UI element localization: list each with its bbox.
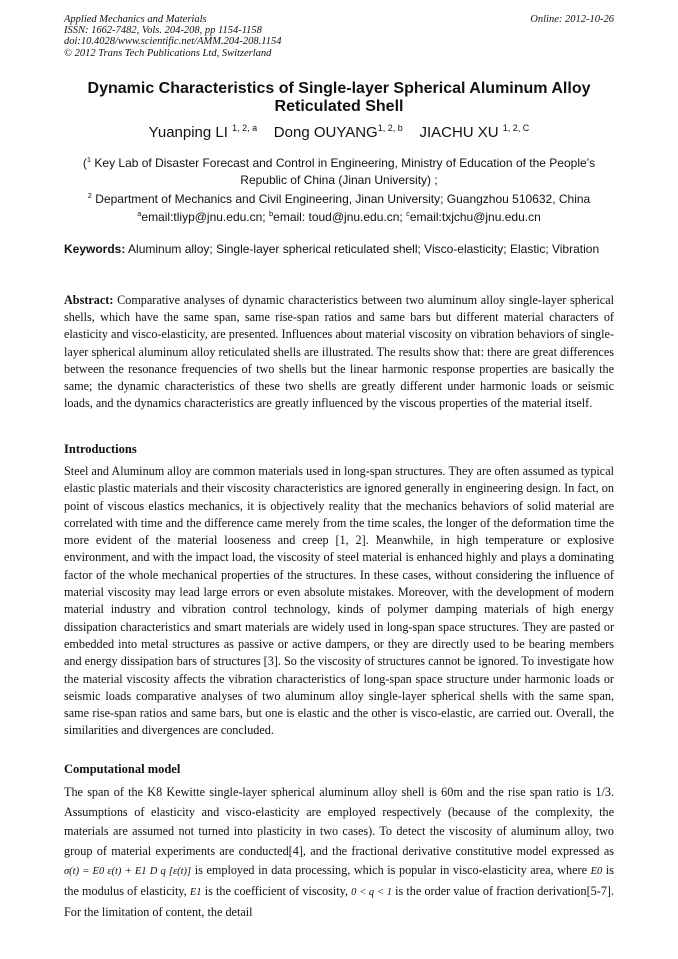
author-name: JIACHU XU: [419, 124, 499, 141]
order-range: 0 < q < 1: [351, 886, 392, 898]
computational-model-heading: Computational model: [64, 762, 181, 776]
paper-title: Dynamic Characteristics of Single-layer Spherical Aluminum Alloy Reticulated Shell: [87, 80, 591, 115]
journal-header: [64, 14, 281, 59]
email-line: $^a$email:tliyp@jnu.edu.cn; $^b$email: toud@jnu.edu.cn; $^c$email:txjchu@jnu.edu.cn: [137, 209, 541, 224]
symbol-e1: E1: [189, 886, 202, 898]
journal-name: Applied Mechanics and Materials: [64, 14, 207, 25]
email-c: email:txjchu@jnu.edu.cn: [409, 210, 541, 224]
symbol-e0: E0: [590, 866, 603, 878]
email-b: email: toud@jnu.edu.cn;: [273, 210, 403, 224]
doi: doi:10.4028/www.scientific.net/AMM.204-208.1154: [64, 36, 282, 48]
author-affiliation-mark: 1, 2, a: [232, 123, 258, 133]
email-a: email:tliyp@jnu.edu.cn;: [141, 210, 266, 224]
keywords-text: Aluminum alloy; Single-layer spherical reticulated shell; Visco-elasticity; Elastic; Vibration: [128, 242, 600, 256]
keywords: [64, 241, 614, 258]
author-name: Dong OUYANG: [273, 124, 378, 141]
affiliation-2: $^2$ Department of Mechanics and Civil Engineering, Jinan University; Guangzhou 510632, China: [87, 191, 591, 206]
computational-model-text: The span of the K8 Kewitte single-layer spherical aluminum alloy shell is 60m and the rise span ratio is 1/3. Assumptions of elasticity and visco-elasticity are employed respectively (because of the complexity, the materials are assumed not turned into plasticity in two cases). To detect the viscosity of aluminum alloy, two group of material experiments are conducted[4], and the fractional derivative constitutive model expressed as σ(t) = E0 ε(t) + E1 D q [ε(t)] is employed in data processing, which is popular in visco-elasticity area, where E0 is the modulus of elasticity, E1 is the coefficient of viscosity, 0 < q < 1 is the order value of fraction derivation[5-7]. For the limitation of content, the detail: [64, 785, 615, 919]
online-date: Online: 2012-10-26: [530, 14, 614, 25]
introductions-text: Steel and Aluminum alloy are common materials used in long-span structures. They are often assumed as typical elastic plastic materials and their viscosity characteristics are ignored generally in engineering design. In fact, on point of viscous elastics mechanics, it is objectively reality that the mechanics behaviors of solid material are correlated with time and the difference came merely from the time scales, the longer of the deformation time the more evident of the material looseness and creep [1, 2]. Meanwhile, in high temperature or explosive environment, and with the impact load, the viscosity of steel material is enhanced highly and plays a dominating factor of the whole mechanical properties of the structures. In these cases, without considering the influence of material viscosity may lead large errors or even absolute mistakes. Moreover, with the development of modern material industry and vibration control technology, kinds of polymer damping materials of high energy dissipation characteristics and smart materials are widely used in long-span space structures. They are pasted or embedded into metal structures as passive or active dampers, or they are directly used to be bearing members and energy dissipation bars of structures [3]. So the viscosity of structures cannot be ignored. To investigate how the material viscosity affects the vibration characteristics of long-span space structure under harmonic loads or seismic loads comparative analyses of two aluminum alloy single-layer spherical shells with the same span, same rise-span ratios and same bars, but one is elastic and the other is visco-elastic, are carried out. Overall, the similarities and divergences are concluded.: [64, 464, 614, 738]
author-list: [64, 123, 614, 141]
introductions-heading: Introductions: [64, 442, 137, 456]
issn: ISSN: 1662-7482, Vols. 204-208, pp 1154-1158: [64, 25, 262, 37]
abstract-label: Abstract:: [64, 293, 114, 307]
author-name: Yuanping LI: [148, 124, 228, 141]
constitutive-equation: σ(t) = E0 ε(t) + E1 D q [ε(t)]: [64, 866, 192, 878]
author-affiliation-mark: 1, 2, C: [502, 123, 530, 133]
author-affiliation-mark: 1, 2, b: [377, 123, 403, 133]
keywords-label: Keywords:: [64, 242, 126, 256]
affiliation-1: ($^1$ Key Lab of Disaster Forecast and Control in Engineering, Ministry of Education of the People’s Republic of China (Jinan University) ;: [82, 155, 596, 187]
abstract: [64, 292, 614, 412]
abstract-text: Comparative analyses of dynamic characteristics between two aluminum alloy single-layer spherical shells, which have the same span, same rise-span ratios and same bars but different material characters of elasticity and visco-elasticity, are presented. Influences about material viscosity on vibration behaviors of single-layer spherical aluminum alloy reticulated shells are illustrated. The results show that: there are great differences between the resonance frequencies of two shells but the linear harmonic response properties are basically the same; the dynamic characteristics of these two shells are greatly different under harmonic loads or seismic loads, and the dynamics characteristics are greatly influenced by the viscous properties of the material itself.: [64, 293, 615, 411]
copyright: © 2012 Trans Tech Publications Ltd, Switzerland: [64, 47, 272, 59]
